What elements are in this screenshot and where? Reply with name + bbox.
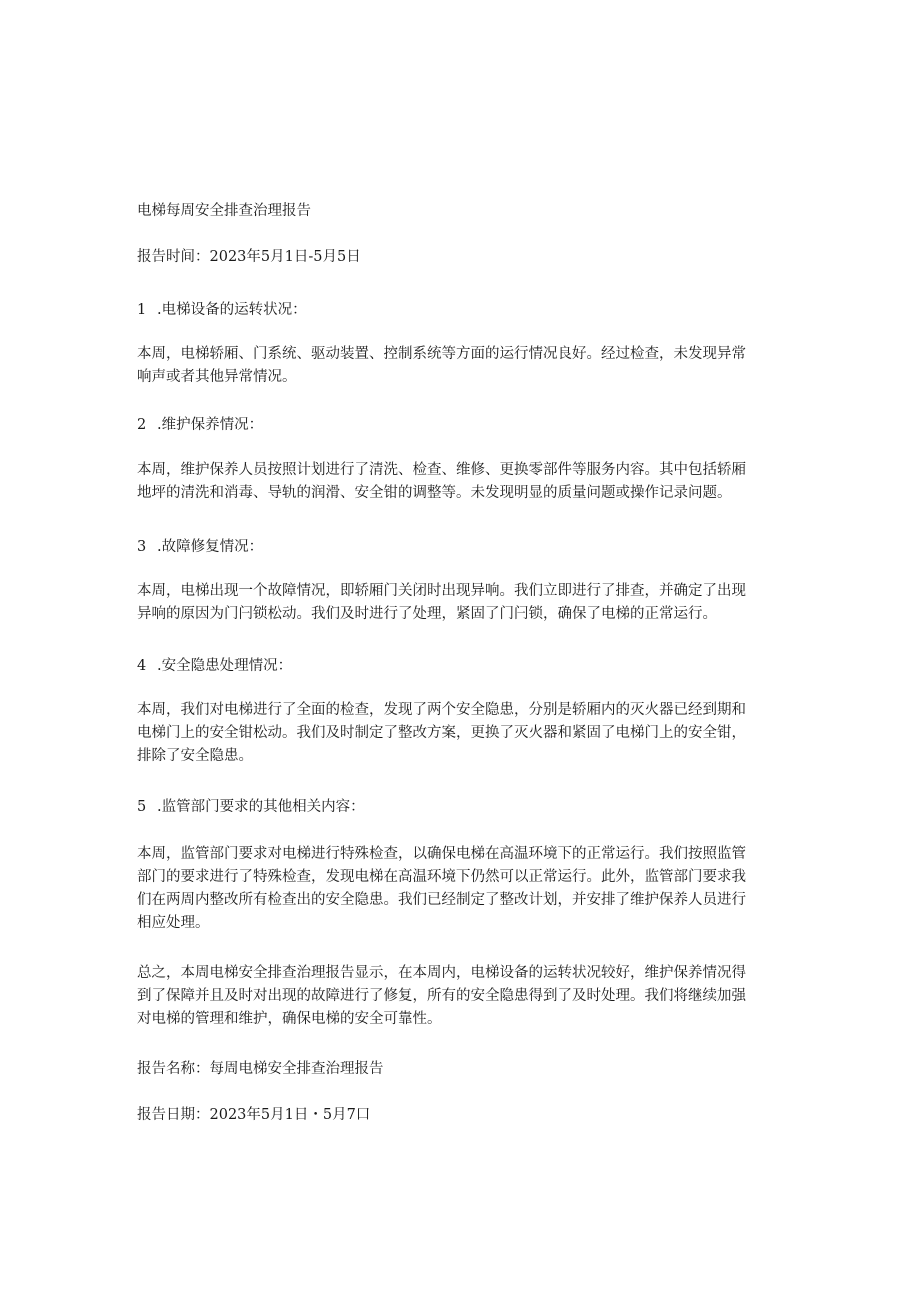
body-line: 对电梯的管理和维护，确保电梯的安全可靠性。	[137, 1011, 442, 1027]
body-line: 响声或者其他异常情况。	[137, 369, 297, 385]
body-line: 本周，电梯出现一个故障情况，即轿厢门关闭时出现异响。我们立即进行了排查，并确定了出现	[137, 583, 746, 599]
report-date: 报告日期：2023年5月1日・5月7口	[137, 1107, 371, 1123]
body-line: 本周，我们对电梯进行了全面的检查，发现了两个安全隐患，分别是轿厢内的灭火器已经到期和	[137, 702, 746, 718]
section-number: 5	[137, 799, 147, 815]
body-line: 地坪的清洗和消毒、导轨的润滑、安全钳的调整等。未发现明显的质量问题或操作记录问题。	[137, 485, 732, 501]
body-line: 们在两周内整改所有检查出的安全隐患。我们已经制定了整改计划，并安排了维护保养人员进行	[137, 892, 746, 908]
body-line: 到了保障并且及时对出现的故障进行了修复，所有的安全隐患得到了及时处理。我们将继续加强	[137, 988, 746, 1004]
section-number: 1	[137, 302, 147, 318]
section-heading-5	[137, 796, 797, 819]
body-line: 本周，维护保养人员按照计划进行了清洗、检查、维修、更换零部件等服务内容。其中包括轿厢	[137, 462, 746, 478]
document-title: 电梯每周安全排查治理报告	[137, 203, 311, 219]
report-time: 报告时间：2023年5月1日-5月5日	[137, 249, 361, 265]
body-line: 本周，监管部门要求对电梯进行特殊检查，以确保电梯在高温环境下的正常运行。我们按照监管	[137, 846, 746, 862]
section-body-2	[137, 459, 797, 505]
conclusion-paragraph	[137, 962, 797, 1031]
section-heading-2	[137, 414, 797, 437]
body-line: 电梯门上的安全钳松动。我们及时制定了整改方案，更换了灭火器和紧固了电梯门上的安全钳，	[137, 725, 746, 741]
body-line: 总之，本周电梯安全排查治理报告显示，在本周内，电梯设备的运转状况较好，维护保养情况得	[137, 965, 746, 981]
body-line: 异响的原因为门闩锁松动。我们及时进行了处理，紧固了门闩锁，确保了电梯的正常运行。	[137, 606, 717, 622]
body-line: 部门的要求进行了特殊检查，发现电梯在高温环境下仍然可以正常运行。此外，监管部门要求我	[137, 869, 746, 885]
section-number: 3	[137, 539, 147, 555]
report-name: 报告名称：每周电梯安全排查治理报告	[137, 1061, 384, 1077]
section-heading-1	[137, 299, 797, 322]
section-body-5	[137, 843, 797, 935]
section-heading-text: .故障修复情况：	[157, 539, 264, 555]
section-body-3	[137, 580, 797, 626]
section-heading-text: .安全隐患处理情况：	[157, 658, 293, 674]
body-line: 排除了安全隐患。	[137, 748, 253, 764]
section-heading-4	[137, 655, 797, 678]
section-number: 4	[137, 658, 147, 674]
section-heading-text: .电梯设备的运转状况：	[157, 302, 307, 318]
section-body-4	[137, 699, 797, 768]
section-heading-text: .监管部门要求的其他相关内容：	[157, 799, 365, 815]
body-line: 本周，电梯轿厢、门系统、驱动装置、控制系统等方面的运行情况良好。经过检查，未发现异常	[137, 346, 746, 362]
body-line: 相应处理。	[137, 915, 210, 931]
section-number: 2	[137, 417, 147, 433]
section-heading-text: .维护保养情况：	[157, 417, 264, 433]
section-body-1	[137, 343, 797, 389]
section-heading-3	[137, 536, 797, 559]
